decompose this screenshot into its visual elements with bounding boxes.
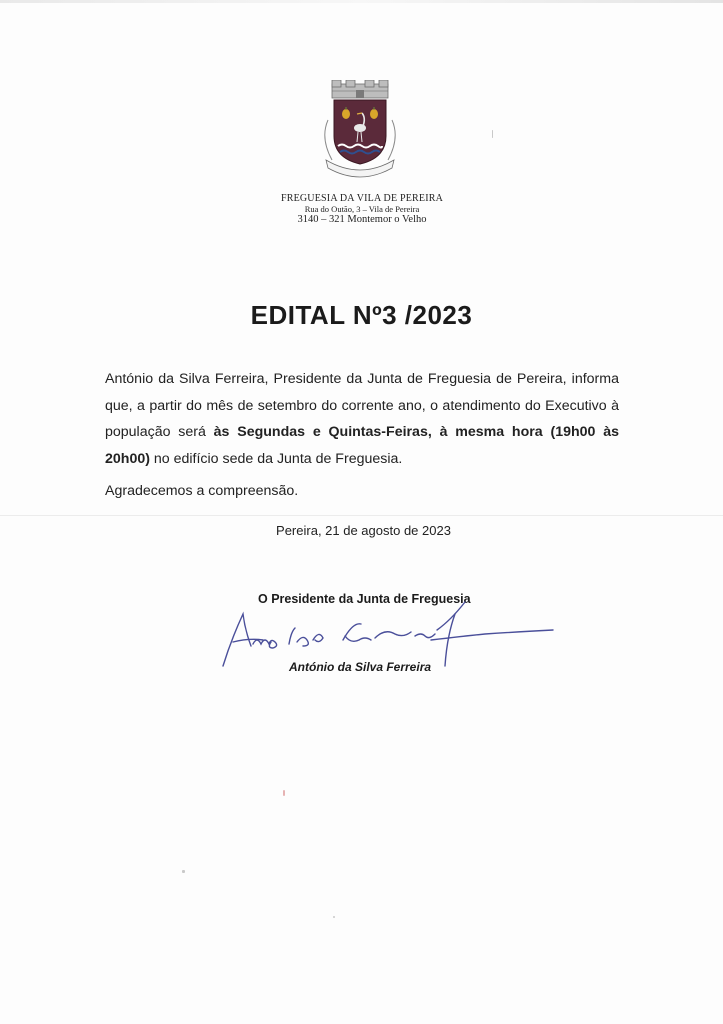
scan-speck: [182, 870, 185, 873]
scan-speck: [283, 790, 285, 796]
parish-coat-of-arms: [312, 80, 408, 180]
notice-text-2: no edifício sede da Junta de Freguesia.: [149, 450, 403, 467]
signature-title: O Presidente da Junta de Freguesia: [258, 592, 471, 606]
notice-schedule: às Segundas e Quintas-Feiras, à mesma hora (19h00 às 20h00): [105, 424, 619, 467]
signatory-name: António da Silva Ferreira: [289, 660, 432, 674]
org-name: FREGUESIA DA VILA DE PEREIRA: [280, 193, 444, 204]
org-city: 3140 – 321 Montemor o Velho: [297, 214, 427, 226]
scan-speck: [333, 916, 335, 918]
notice-paragraph: [105, 366, 619, 472]
place-date: Pereira, 21 de agosto de 2023: [276, 523, 451, 538]
scan-artifact-line: [0, 515, 723, 516]
org-street: Rua do Outão, 3 – Vila de Pereira: [304, 203, 420, 214]
scan-speck: [492, 130, 493, 138]
mural-crown: [332, 80, 388, 98]
letterhead: [212, 193, 512, 226]
scan-edge: [0, 0, 723, 3]
thanks-line: Agradecemos a compreensão.: [105, 483, 299, 499]
notice-text-1: António da Silva Ferreira, Presidente da Junta de Freguesia de Pereira, informa que, a partir do mês de setembro do corrente ano, o atendimento do Executivo à população será: [105, 371, 619, 440]
page-title: EDITAL Nº3 /2023: [250, 300, 473, 330]
